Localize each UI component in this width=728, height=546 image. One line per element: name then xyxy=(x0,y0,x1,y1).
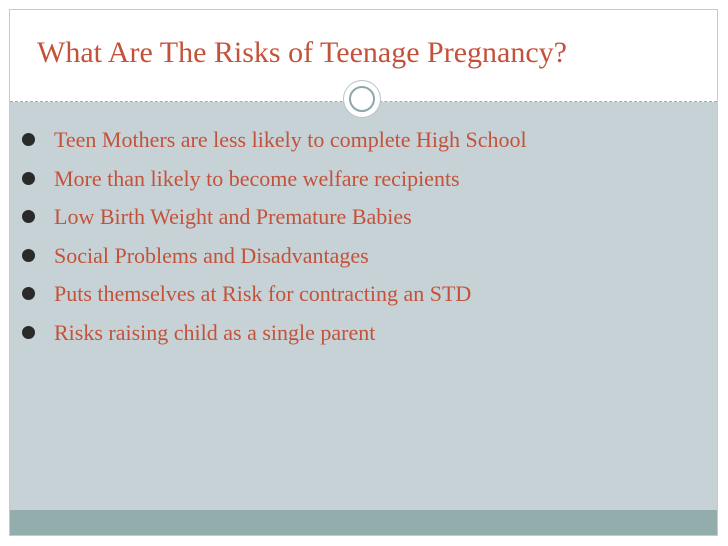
bullet-text: Low Birth Weight and Premature Babies xyxy=(54,204,412,229)
circle-ornament-icon xyxy=(343,80,381,118)
bullet-text: Social Problems and Disadvantages xyxy=(54,242,369,268)
bullet-item xyxy=(22,129,527,168)
bullet-dot-icon xyxy=(22,172,35,185)
bullet-text: Teen Mothers are less likely to complete High School xyxy=(54,127,527,152)
bullet-item xyxy=(22,165,527,207)
bullet-item xyxy=(22,283,527,322)
bullet-dot-icon xyxy=(22,133,35,146)
bullet-dot-icon xyxy=(22,210,35,223)
bullet-dot-icon xyxy=(22,287,35,300)
footer-bar xyxy=(10,510,717,535)
bullet-dot-icon xyxy=(22,249,35,262)
bullet-item xyxy=(22,319,527,361)
bullet-item xyxy=(22,206,527,245)
slide-title: What Are The Risks of Teenage Pregnancy? xyxy=(37,36,567,69)
bullet-item xyxy=(22,242,527,284)
circle-ornament-inner xyxy=(349,86,375,112)
bullet-text: Puts themselves at Risk for contracting an STD xyxy=(54,281,472,306)
bullet-dot-icon xyxy=(22,326,35,339)
bullet-text: Risks raising child as a single parent xyxy=(54,319,376,345)
bullet-list xyxy=(22,129,527,360)
bullet-text: More than likely to become welfare recipients xyxy=(54,165,460,191)
